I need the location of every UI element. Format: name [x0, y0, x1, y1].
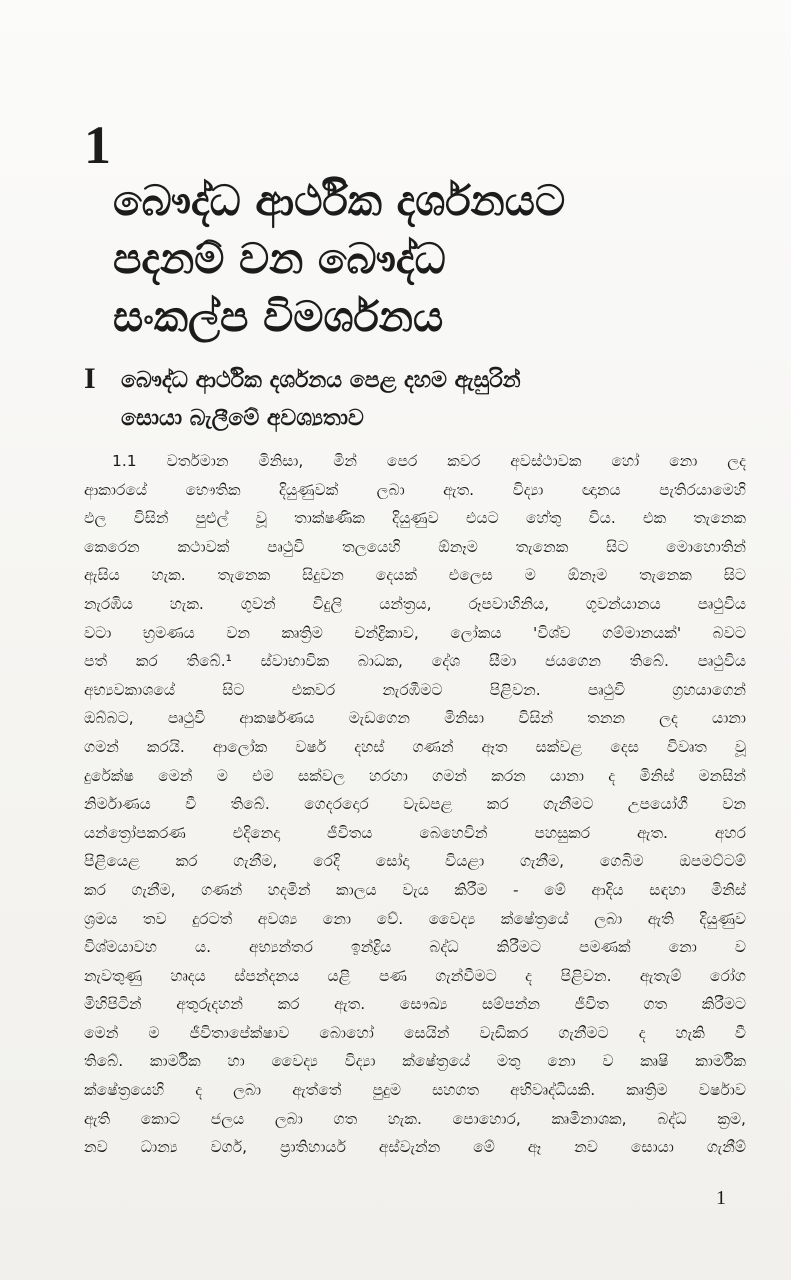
body-line: පිළියෙළ කර ගැනීම, රෙදි සෝදා වියළා ගැනීම, ගෙබිම ඔපමට්ටම්	[84, 852, 746, 871]
body-line: කෙරෙන කථාවක් පෘථුවි තලයෙහි ඕනෑම තැනෙක සිට මොහොතින්	[84, 537, 746, 556]
chapter-number: 1	[84, 115, 111, 175]
body-line: නව ධාන්‍ය වර්ග, ප්‍රාතිහාර්ය අස්වැන්න මේ ඈ නව සොයා ගැනීම්	[84, 1138, 746, 1157]
body-line: නැරඹිය හැක. ගුවන් විදුලි යන්ත්‍රය, රූපවාහිනිය, ගුවන්යානය පෘථුවිය	[84, 594, 746, 613]
body-paragraph	[84, 447, 746, 1162]
body-line: නිර්මාණය වී තිබේ. ගෙදරදොර වැඩපළ කර ගැනීමට උපයෝගී වන	[84, 795, 746, 814]
chapter-title-line: පදනම් වන බෞද්ධ	[113, 234, 446, 283]
body-line: විශ්මයාවහ ය. අභ්‍යන්තර ඉන්ද්‍රිය බද්ධ කිරීමට පමණක් නො ව	[84, 938, 746, 957]
body-line: මිහිපිටින් අතුරුදහන් කර ඇත. සෞඛ්‍ය සම්පන්න ජීවිත ගත කිරීමට	[84, 995, 746, 1014]
section-title-line: බෞද්ධ ආර්ථික දර්ශනය පෙළ දහම ඇසුරින්	[121, 368, 521, 393]
body-line: කර ගැනීම, ගණන් හදමින් කාලය වැය කිරීම - මේ ආදිය සඳහා මිනිස්	[84, 880, 746, 899]
body-line: ශ්‍රමය තව දුරටත් අවශ්‍ය නො වේ. වෛද්‍ය ක්ෂේත්‍රයේ ලබා ඇති දියුණුව	[84, 909, 746, 928]
section-title-line: සොයා බැලීමේ අවශ්‍යතාව	[121, 406, 364, 431]
body-line: ඔබ්බට, පෘථුවි ආකර්ෂණය මැඩගෙන මිනිසා විසින් තනන ලද යානා	[84, 709, 746, 728]
body-line: 1.1 වර්තමාන මිනිසා, මින් පෙර කවර අවස්ථාවක හෝ නො ලද	[112, 452, 746, 470]
body-line: තිබේ. කාර්මික හා වෛද්‍ය විද්‍යා ක්ෂේත්‍රයේ මතු නො ව කෘෂි කාර්මික	[84, 1052, 746, 1071]
body-line: ගමන් කරයි. ආලෝක වර්ෂ දහස් ගණන් ඈත සක්වළ දෙස විවෘත වූ	[84, 737, 746, 756]
body-line: දුරේක්ෂ මෙන් ම එම සක්වල හරහා ගමන් කරන යානා ද මිනිස් මනසින්	[84, 766, 746, 785]
body-line: ඇති කොට ජලය ලබා ගත හැක. පොහොර, කෘමිනාශක, බද්ධ ක්‍රම,	[84, 1109, 746, 1128]
chapter-title	[113, 172, 733, 346]
body-line: ඇසිය හැක. තැනෙක සිදුවන දෙයක් එලෙස ම ඕනෑම තැනෙක සිට	[84, 566, 746, 585]
body-line: වටා භ්‍රමණය වන කෘත්‍රිම චන්ද්‍රිකාව, ලෝකය 'විශ්ව ගම්මානයක්' බවට	[84, 623, 746, 642]
section-numeral: I	[84, 362, 96, 395]
body-line: යන්ත්‍රෝපකරණ එදිනෙදා ජීවිතය බෙහෙවින් පහසුකර ඇත. අහර	[84, 823, 746, 842]
body-line: ආකාරයේ භෞතික දියුණුවක් ලබා ඇත. විද්‍යා ඥානය පැතිරයාමෙහි	[84, 480, 746, 499]
section-title	[121, 362, 741, 438]
body-line: අභ්‍යවකාශයේ සිට එකවර නැරඹීමට පිළිවන. පෘථුවි ග්‍රහයාගෙන්	[84, 680, 746, 699]
page-number: 1	[716, 1187, 726, 1209]
body-line: මෙන් ම ජීවිතාපේක්ෂාව බොහෝ සෙයින් වැඩිකර ගැනීමට ද හැකි වී	[84, 1023, 746, 1042]
body-line: ඵල විසින් පුළුල් වූ තාක්ෂණික දියුණුව එයට හේතු විය. එක තැනෙක	[84, 509, 746, 528]
chapter-title-line: බෞද්ධ ආර්ථික දර්ශනයට	[113, 176, 566, 225]
body-line: ක්ෂේත්‍රයෙහි ද ලබා ඇත්තේ පුදුම සහගත අභිවෘද්ධියකි. කෘත්‍රිම වර්ෂාව	[84, 1081, 746, 1100]
body-line: නැවතුණු හෘදය ස්පන්දනය යළි පණ ගැන්වීමට ද පිළිවන. ඇතැම් රෝග	[84, 966, 746, 985]
chapter-title-line: සංකල්ප විමර්ශනය	[113, 292, 444, 341]
body-line: පත් කර තිබේ.¹ ස්වාභාවික බාධක, දේශ සීමා ජයගෙන තිබේ. පෘථුවිය	[84, 652, 746, 671]
